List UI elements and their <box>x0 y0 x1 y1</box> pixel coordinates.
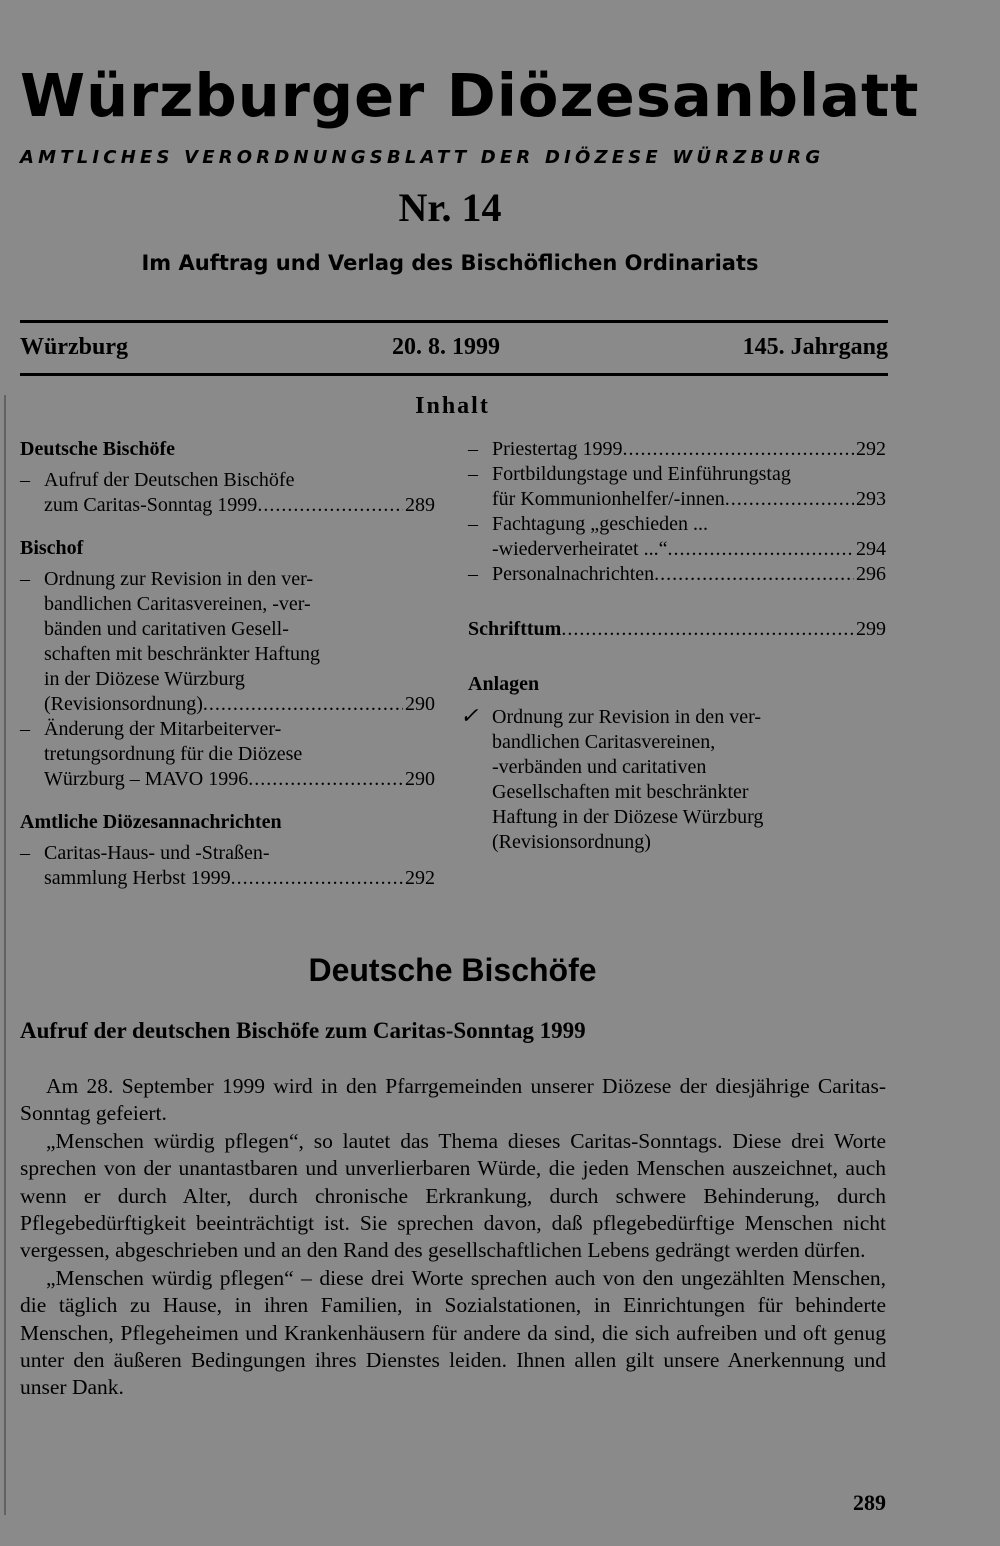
toc-section-heading: Deutsche Bischöfe <box>20 438 175 460</box>
toc-entry-line: Fachtagung „geschieden ... <box>492 513 709 535</box>
toc-entry-text: für Kommunionhelfer/-innen <box>492 488 725 510</box>
toc-entry <box>20 717 435 792</box>
toc-entry-line: Änderung der Mitarbeiterver- <box>44 718 282 740</box>
toc-page-ref: 293 <box>856 488 886 510</box>
toc-leader-dots <box>725 487 854 512</box>
toc-dash: – <box>468 438 478 460</box>
toc-heading: Inhalt <box>415 393 490 419</box>
toc-entry-text: sammlung Herbst 1999 <box>44 867 231 889</box>
rule-top <box>20 320 888 323</box>
dateline-place: Würzburg <box>20 334 128 360</box>
toc-entry-line: bandlichen Caritasvereinen, <box>492 731 716 753</box>
toc-entry-line: -verbänden und caritativen <box>492 756 707 778</box>
toc-entry-line: Haftung in der Diözese Würzburg <box>492 806 764 828</box>
toc-entry-line: tretungsordnung für die Diözese <box>44 743 303 765</box>
dateline-date: 20. 8. 1999 <box>392 334 500 360</box>
toc-left-column <box>20 437 435 891</box>
toc-leader-dots <box>654 562 854 587</box>
toc-entry-last-line <box>492 487 886 512</box>
publisher-line: Im Auftrag und Verlag des Bischöflichen Ordinariats <box>141 251 759 275</box>
toc-dash: – <box>20 469 30 491</box>
toc-page-ref: 289 <box>405 494 435 516</box>
toc-entry <box>20 468 435 518</box>
dateline-volume: 145. Jahrgang <box>742 334 888 360</box>
toc-entry-text: -wiederverheiratet ...“ <box>492 538 668 560</box>
toc-page-ref: 292 <box>856 438 886 460</box>
toc-entry-last-line <box>492 437 886 462</box>
toc-dash: – <box>20 568 30 590</box>
toc-page-ref: 292 <box>405 867 435 889</box>
toc-leader-dots <box>561 617 854 642</box>
toc-entry-text: Würzburg – MAVO 1996 <box>44 768 249 790</box>
toc-section-heading: Bischof <box>20 537 84 559</box>
toc-entry <box>468 437 886 462</box>
toc-entry <box>468 462 886 512</box>
toc-entry-line: Caritas-Haus- und -Straßen- <box>44 842 270 864</box>
toc-page-ref: 294 <box>856 538 886 560</box>
toc-right-column <box>460 437 886 855</box>
toc-entry-line: Aufruf der Deutschen Bischöfe <box>44 469 295 491</box>
article-paragraph: Am 28. September 1999 wird in den Pfarrgemeinden unserer Diözese der diesjährige Caritas-Sonntag gefeiert. <box>20 1074 886 1126</box>
toc-entry-line: (Revisionsordnung) <box>492 831 651 853</box>
masthead-subtitle: AMTLICHES VERORDNUNGSBLATT DER DIÖZESE WÜRZBURG <box>20 147 825 168</box>
toc-leader-dots <box>257 493 403 518</box>
toc-entry-line: Ordnung zur Revision in den ver- <box>44 568 313 590</box>
toc-entry-text: Priestertag 1999 <box>492 438 623 460</box>
toc-section-heading: Schrifttum <box>468 618 562 640</box>
toc-entry-last-line <box>468 617 886 642</box>
toc-leader-dots <box>248 767 403 792</box>
section-title: Deutsche Bischöfe <box>308 952 597 988</box>
toc-page-ref: 299 <box>856 618 886 640</box>
toc-section-heading: Anlagen <box>468 673 540 695</box>
toc-leader-dots <box>203 692 403 717</box>
toc-anlage-entry <box>460 703 886 855</box>
toc-page-ref: 296 <box>856 563 886 585</box>
toc-entry-line: bänden und caritativen Gesell- <box>44 618 289 640</box>
toc-entry-line: schaften mit beschränkter Haftung <box>44 643 321 665</box>
page-number: 289 <box>853 1490 886 1515</box>
toc-entry-last-line <box>44 866 435 891</box>
toc-entry-last-line <box>492 562 886 587</box>
toc-page-ref: 290 <box>405 693 435 715</box>
issue-number: Nr. 14 <box>398 185 502 230</box>
toc-entry-text: (Revisionsordnung) <box>44 693 203 715</box>
toc-entry-line: Fortbildungstage und Einführungstag <box>492 463 791 485</box>
toc-leader-dots <box>667 537 854 562</box>
rule-bottom <box>20 373 888 376</box>
toc-dash: – <box>468 563 478 585</box>
toc-leader-dots <box>231 866 403 891</box>
toc-entry-line: bandlichen Caritasvereinen, -ver- <box>44 593 311 615</box>
toc-leader-dots <box>623 437 854 462</box>
toc-entry <box>20 841 435 891</box>
article-title: Aufruf der deutschen Bischöfe zum Caritas-Sonntag 1999 <box>20 1018 586 1043</box>
toc-schrifttum <box>468 617 886 642</box>
toc-section-heading: Amtliche Diözesannachrichten <box>20 811 282 833</box>
article-paragraph: „Menschen würdig pflegen“ – diese drei Worte sprechen auch von den ungezählten Menschen, die täglich zu Hause, in ihren Familien, in Sozialstationen, in Einrichtungen für behinderte Menschen, Pflegeheimen und Krankenhäusern für andere da sind, die sich aufreiben und oft genug unter den äußeren Bedingungen ihres Dienstes leiden. Ihnen allen gilt unsere Anerkennung und unser Dank. <box>20 1265 886 1400</box>
toc-entry <box>20 567 435 717</box>
article-body <box>20 1073 886 1402</box>
toc-entry-line: Gesellschaften mit beschränkter <box>492 781 749 803</box>
article-paragraph: „Menschen würdig pflegen“, so lautet das Thema dieses Caritas-Sonntags. Diese drei Worte sprechen von der unantastbaren und unverlierbaren Würde, die jeden Menschen auszeichnet, auch wenn er durch Alter, durch chronische Erkrankung, durch schwere Behinderung, durch Pflegebedürftigkeit beeinträchtigt ist. Sie sprechen davon, daß pflegebedürftige Menschen nicht vergessen, abgeschrieben und an den Rand des gesellschaftlichen Lebens gedrängt werden dürfen. <box>20 1128 886 1263</box>
toc-entry-last-line <box>44 692 435 717</box>
toc-entry-line: Ordnung zur Revision in den ver- <box>492 706 761 728</box>
toc-entry-last-line <box>44 493 435 518</box>
toc-dash: – <box>20 718 30 740</box>
checkmark-icon: ✓ <box>460 703 479 728</box>
toc-dash: – <box>20 842 30 864</box>
toc-dash: – <box>468 463 478 485</box>
toc-entry-text: zum Caritas-Sonntag 1999 <box>44 494 258 516</box>
toc-entry <box>468 562 886 587</box>
masthead-title: Würzburger Diözesanblatt <box>20 61 920 130</box>
toc-dash: – <box>468 513 478 535</box>
toc-entry-last-line <box>492 537 886 562</box>
toc-entry <box>468 512 886 562</box>
toc-page-ref: 290 <box>405 768 435 790</box>
toc-entry-line: in der Diözese Würzburg <box>44 668 245 690</box>
toc-entry-text: Personalnachrichten <box>492 563 655 585</box>
toc-entry-last-line <box>44 767 435 792</box>
